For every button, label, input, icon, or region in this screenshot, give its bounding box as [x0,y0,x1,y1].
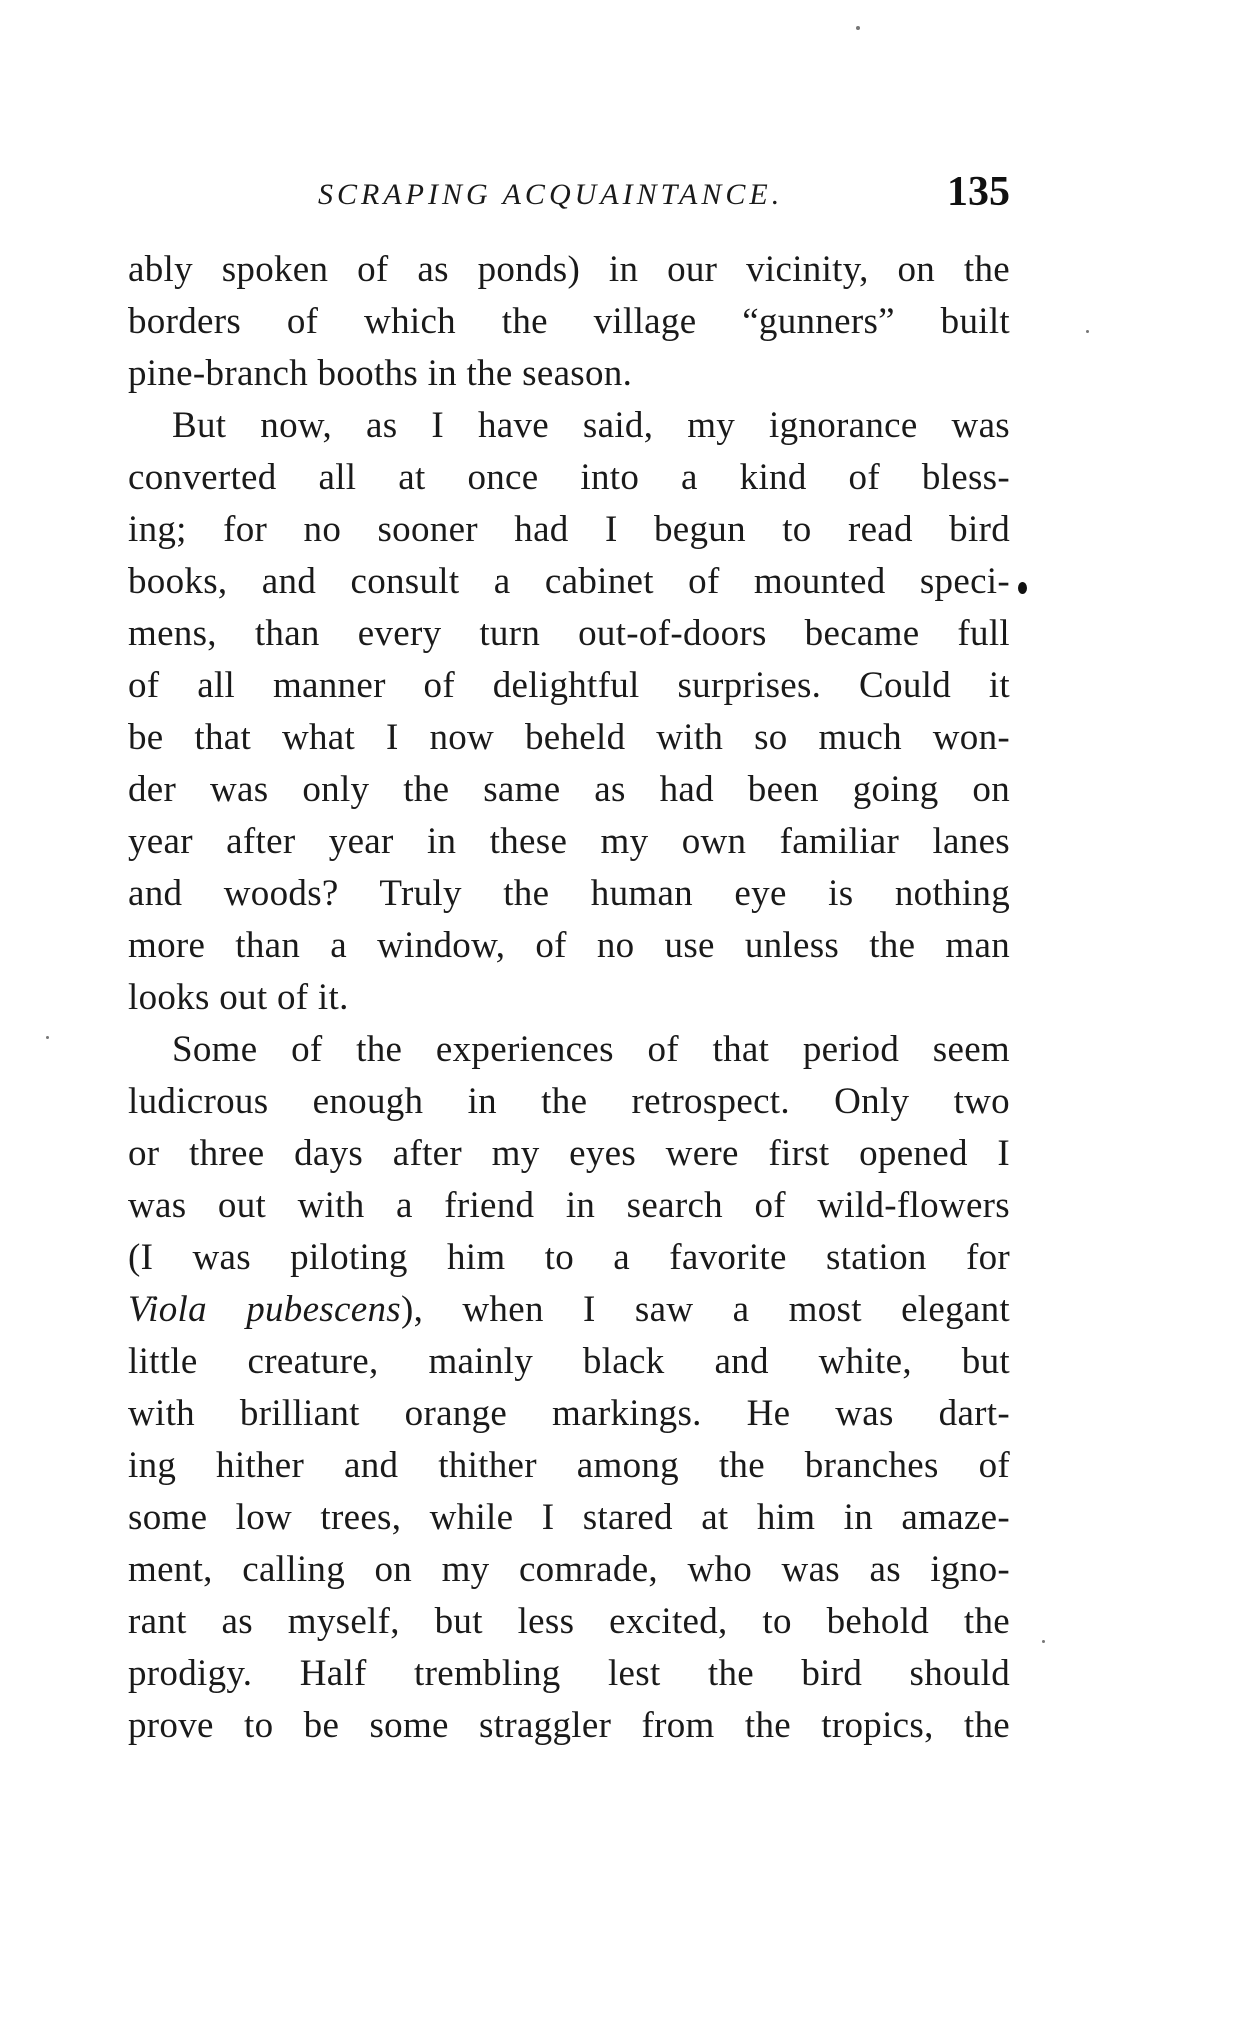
text-line: looks out of it. [128,977,349,1018]
text-line: was out with a friend in search of wild-flowers [128,1185,1010,1226]
paper-speck [46,1036,49,1039]
text-line: of all manner of delightful surprises. Could it [128,665,1010,706]
page-number: 135 [947,169,1010,215]
text-line-with-italic [128,1284,1010,1336]
text-line: with brilliant orange markings. He was dart- [128,1393,1010,1434]
text-line: more than a window, of no use unless the man [128,925,1010,966]
text-line: ing hither and thither among the branches of [128,1445,1010,1486]
text-line: ing; for no sooner had I begun to read bird [128,509,1010,550]
text-line: or three days after my eyes were first opened I [128,1133,1010,1174]
paragraph-first-line: Some of the experiences of that period seem [172,1029,1010,1070]
text-line: mens, than every turn out-of-doors became full [128,613,1010,654]
text-line: some low trees, while I stared at him in amaze- [128,1497,1010,1538]
text-line: der was only the same as had been going on [128,769,1010,810]
text-line: prove to be some straggler from the tropics, the [128,1705,1010,1746]
text-line: pine-branch booths in the season. [128,353,633,394]
body-text [128,244,1010,1752]
paper-speck [1086,330,1089,333]
paper-speck [1018,582,1027,594]
text-fragment: ), when I saw a most elegant [400,1289,1011,1330]
text-line: rant as myself, but less excited, to behold the [128,1601,1010,1642]
text-line: converted all at once into a kind of bless- [128,457,1010,498]
text-line: borders of which the village “gunners” built [128,301,1010,342]
text-line: ably spoken of as ponds) in our vicinity, on the [128,249,1010,290]
text-line: and woods? Truly the human eye is nothing [128,873,1010,914]
running-title: SCRAPING ACQUAINTANCE. [318,178,784,211]
text-line: ment, calling on my comrade, who was as igno- [128,1549,1010,1590]
paper-speck [856,26,860,30]
paragraph-first-line: But now, as I have said, my ignorance was [172,405,1010,446]
italic-species-name: Viola pubescens [128,1289,401,1330]
text-line: little creature, mainly black and white, but [128,1341,1010,1382]
running-head [128,168,1010,224]
text-line: prodigy. Half trembling lest the bird should [128,1653,1010,1694]
text-line: ludicrous enough in the retrospect. Only two [128,1081,1010,1122]
text-line: books, and consult a cabinet of mounted speci- [128,561,1010,602]
paper-speck [1042,1640,1045,1643]
text-line: be that what I now beheld with so much won- [128,717,1010,758]
text-line: year after year in these my own familiar lanes [128,821,1010,862]
text-line: (I was piloting him to a favorite station for [128,1237,1010,1278]
